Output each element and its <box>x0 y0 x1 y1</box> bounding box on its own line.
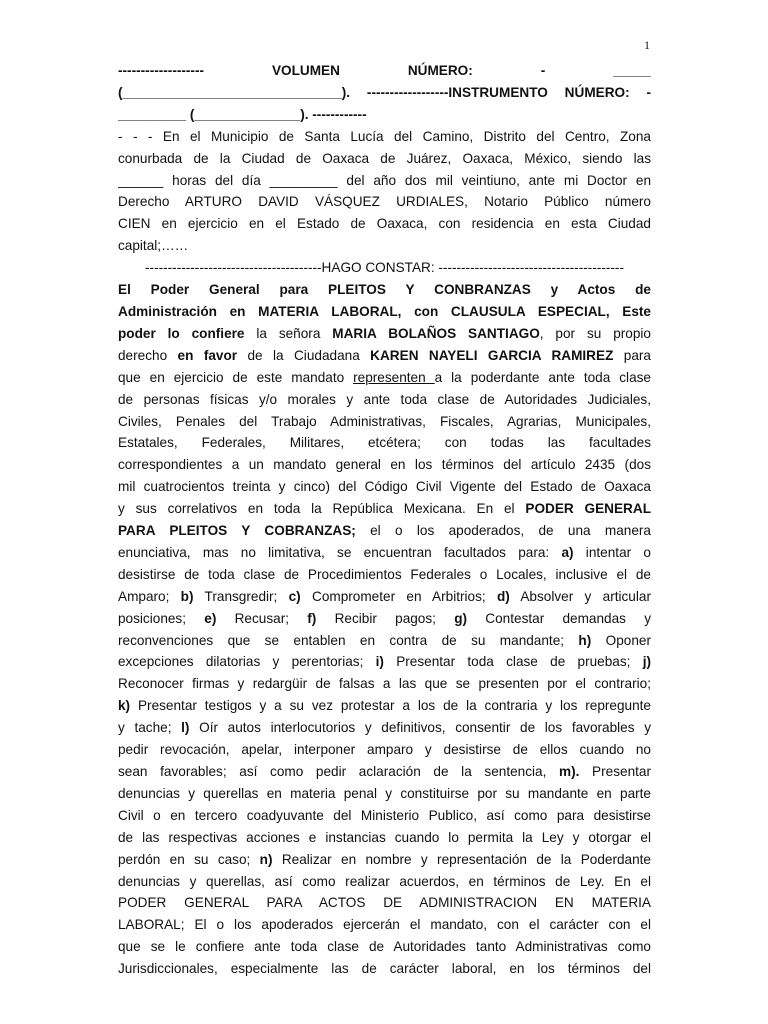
poder-line: Reconocer firmas y redargüir de falsas a las que se presenten por el contrario; <box>118 676 651 692</box>
poder-line <box>118 323 651 345</box>
text-span: Transgredir; <box>193 588 289 604</box>
poder-line <box>118 542 651 564</box>
text-span: Recusar; <box>216 610 308 626</box>
text-span: perdón en su caso; <box>118 851 260 867</box>
item-letter: d) <box>496 588 510 604</box>
poder-line: Jurisdiccionales, especialmente las de carácter laboral, en los términos del <box>118 961 651 977</box>
poder-line <box>118 717 651 739</box>
poder-line: denuncias y querellas en materia penal y constituirse por su mandante en parte <box>118 785 651 801</box>
poder-line: El Poder General para PLEITOS Y CONBRANZAS y Actos de <box>118 282 651 298</box>
text-span: reconvenciones que se entablen en contra de su mandante; <box>118 632 579 648</box>
item-letter: e) <box>204 610 217 626</box>
volume-label: VOLUMEN <box>271 63 340 78</box>
poder-line <box>118 586 651 608</box>
text-span: Presentar toda clase de pruebas; <box>383 654 643 670</box>
text-span: la señora <box>244 325 333 341</box>
bold-span: poder lo confiere <box>118 325 245 341</box>
text-span: Realizar en nombre y representación de la Poderdante <box>272 851 651 867</box>
poder-line: mil cuatrocientos treinta y cinco) del Código Civil Vigente del Estado de Oaxaca <box>118 479 651 495</box>
poder-line <box>118 498 651 520</box>
poder-line: desistirse de toda clase de Procedimientos Federales o Locales, inclusive el de <box>118 566 651 582</box>
intro-line: ______ horas del día _________ del año dos mil veintiuno, ante mi Doctor en <box>118 172 651 188</box>
number-label: NÚMERO: <box>407 63 473 78</box>
poder-line <box>118 345 651 367</box>
intro-line <box>118 126 651 148</box>
bold-span: en favor <box>177 347 238 363</box>
text-span: Comprometer en Arbitrios; <box>300 588 497 604</box>
text-span: , por su propio <box>539 325 651 341</box>
text-span: Oír autos interlocutorios y definitivos, consentir de los favorables y <box>189 720 651 736</box>
poder-line <box>118 608 651 630</box>
text-span: y sus correlativos en toda la República Mexicana. En el <box>118 501 526 517</box>
item-letter: j) <box>642 654 651 670</box>
text-span: sean favorables; así como pedir aclaración de la sentencia, <box>118 764 560 779</box>
hago-constar-heading: ---------------------------------------HAGO CONSTAR: ----------------------------------------- <box>145 260 624 276</box>
item-letter: b) <box>180 588 194 604</box>
text-span: de la Ciudadana <box>237 347 371 363</box>
volume-line <box>118 60 651 82</box>
poder-line <box>118 630 651 652</box>
poder-line: correspondientes a un mandato general en los términos del artículo 2435 (dos <box>118 457 651 473</box>
poder-line: de las respectivas acciones e instancias cuando lo permita la Ley y otorgar el <box>118 829 651 845</box>
item-letter: f) <box>307 610 317 626</box>
poder-line: de personas físicas y/o morales y ante toda clase de Autoridades Judiciales, <box>118 391 651 407</box>
poder-line: LABORAL; El o los apoderados ejercerán el mandato, con el carácter con el <box>118 917 651 933</box>
volume-blank: _____ <box>613 63 651 78</box>
text-span: Contestar demandas y <box>467 610 651 626</box>
poder-line <box>118 695 651 717</box>
item-letter: k) <box>118 698 131 714</box>
item-letter: c) <box>288 588 301 604</box>
text-span: que en ejercicio de este mandato <box>118 369 354 385</box>
number-dash: - <box>540 63 546 78</box>
bold-span: PODER GENERAL <box>525 501 651 517</box>
instrument-line: (_____________________________). ------------------INSTRUMENTO NÚMERO: - <box>118 84 651 100</box>
instrument-number-line: _________ (______________). ------------ <box>118 106 367 122</box>
document-body <box>118 60 651 980</box>
poder-line: denuncias y querellas, así como realizar acuerdos, en términos de Ley. En el <box>118 873 651 889</box>
poder-line <box>118 761 651 783</box>
poder-line <box>118 520 651 542</box>
text-span: excepciones dilatorias y perentorias; <box>118 654 376 670</box>
item-letter: n) <box>259 851 273 867</box>
intro-text: - - - En el Municipio de Santa Lucía del Camino, Distrito del Centro, Zona <box>118 128 651 144</box>
poder-line: pedir revocación, apelar, interponer amparo y desistirse de ellos cuando no <box>118 742 651 758</box>
item-letter: m). <box>559 764 580 779</box>
poder-line: Civiles, Penales del Trabajo Administrativas, Fiscales, Agrarias, Municipales, <box>118 413 651 429</box>
text-span: el o los apoderados, de una manera <box>355 523 651 539</box>
page-number: 1 <box>644 38 650 52</box>
text-span: a la poderdante ante toda clase <box>434 369 651 385</box>
poder-line <box>118 849 651 871</box>
text-span: para <box>613 347 651 363</box>
bold-span: PARA PLEITOS Y COBRANZAS; <box>118 523 356 539</box>
text-span: Recibir pagos; <box>316 610 455 626</box>
text-span: y tache; <box>118 720 182 736</box>
text-span: posiciones; <box>118 610 205 626</box>
poder-line: PODER GENERAL PARA ACTOS DE ADMINISTRACION EN MATERIA <box>118 895 651 911</box>
text-span: enunciativa, mas no limitativa, se encuentran facultados para: <box>118 544 562 560</box>
volume-dashes: ------------------- <box>118 63 205 78</box>
text-span: Absolver y articular <box>509 588 651 604</box>
item-letter: a) <box>561 544 574 560</box>
underlined-span: representen <box>353 369 435 385</box>
grantor-name: MARIA BOLAÑOS SANTIAGO <box>332 325 540 341</box>
text-span: Amparo; <box>118 588 181 604</box>
poder-line: que se le confiere ante toda clase de Autoridades tanto Administrativas como <box>118 939 651 955</box>
item-letter: g) <box>454 610 468 626</box>
attorney-name: KAREN NAYELI GARCIA RAMIREZ <box>370 347 614 363</box>
text-span: intentar o <box>573 544 651 560</box>
intro-line: capital;…… <box>118 238 189 254</box>
poder-line <box>118 367 651 389</box>
text-span: Presentar <box>579 764 651 779</box>
text-span: derecho <box>118 347 178 363</box>
intro-line: Derecho ARTURO DAVID VÁSQUEZ URDIALES, Notario Público número <box>118 194 651 210</box>
poder-line: Administración en MATERIA LABORAL, con CLAUSULA ESPECIAL, Este <box>118 303 651 319</box>
item-letter: h) <box>578 632 592 648</box>
text-span: Presentar testigos y a su vez protestar a los de la contraria y los repregunte <box>130 698 651 714</box>
item-letter: l) <box>181 720 190 736</box>
item-letter: i) <box>375 654 384 670</box>
intro-line: conurbada de la Ciudad de Oaxaca de Juárez, Oaxaca, México, siendo las <box>118 150 651 166</box>
poder-line: Civil o en tercero coadyuvante del Ministerio Publico, así como para desistirse <box>118 807 651 823</box>
text-span: Oponer <box>591 632 651 648</box>
poder-line <box>118 651 651 673</box>
intro-line: CIEN en ejercicio en el Estado de Oaxaca, con residencia en esta Ciudad <box>118 216 651 232</box>
poder-line: Estatales, Federales, Militares, etcétera; con todas las facultades <box>118 435 651 451</box>
